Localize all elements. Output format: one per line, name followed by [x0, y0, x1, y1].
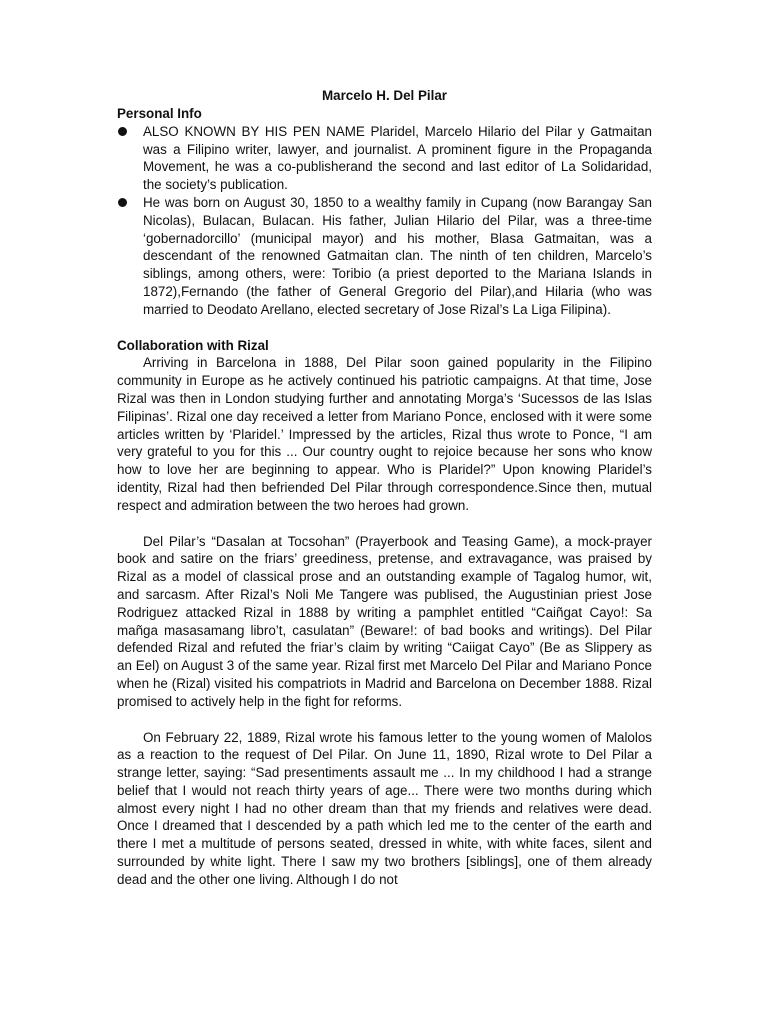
- bullet-icon: [118, 198, 127, 207]
- bullet-text: ALSO KNOWN BY HIS PEN NAME Plaridel, Marcelo Hilario del Pilar y Gatmaitan was a Filipino writer, lawyer, and journalist. A prominent figure in the Propaganda Movement, he was a co-publisherand the second and last editor of La Solidaridad, the society’s publication.: [143, 123, 652, 193]
- document-body: [117, 87, 652, 889]
- bullet-icon: [118, 127, 127, 136]
- personal-info-heading: Personal Info: [117, 106, 202, 121]
- personal-info-list: [117, 123, 652, 319]
- paragraph: Arriving in Barcelona in 1888, Del Pilar soon gained popularity in the Filipino community in Europe as he actively continued his patriotic campaigns. At that time, Jose Rizal was then in London studying further and annotating Morga’s ‘Sucessos de las Islas Filipinas’. Rizal one day received a letter from Mariano Ponce, enclosed with it were some articles written by ‘Plaridel.’ Impressed by the articles, Rizal thus wrote to Ponce, “I am very grateful to you for this ... Our country ought to rejoice because her sons who know how to love her are beginning to appear. Who is Plaridel?” Upon knowing Plaridel’s identity, Rizal had then befriended Del Pilar through correspondence.Since then, mutual respect and admiration between the two heroes had grown.: [117, 355, 652, 513]
- spacer: [117, 711, 652, 729]
- list-item: [117, 194, 652, 319]
- paragraph: On February 22, 1889, Rizal wrote his famous letter to the young women of Malolos as a reaction to the request of Del Pilar. On June 11, 1890, Rizal wrote to Del Pilar a strange letter, saying: “Sad presentiments assault me ... In my childhood I had a strange belief that I would not reach thirty years of age... There were two months during which almost every night I had no other dream than that my friends and relatives were dead. Once I dreamed that I descended by a path which led me to the center of the earth and there I met a multitude of persons seated, dressed in white, with white faces, silent and surrounded by white light. There I saw my two brothers [siblings], one of them already dead and the other one living. Although I do not: [117, 729, 652, 887]
- paragraph: Del Pilar’s “Dasalan at Tocsohan” (Prayerbook and Teasing Game), a mock-prayer book and satire on the friars’ greediness, pretense, and extravagance, was praised by Rizal as a model of classical prose and an outstanding example of Tagalog humor, wit, and sarcasm. After Rizal’s Noli Me Tangere was publised, the Augustinian priest Jose Rodriguez attacked Rizal in 1888 by writing a pamphlet entitled “Caiñgat Cayo!: Sa mañga masasamang libro’t, casulatan” (Beware!: of bad books and writings). Del Pilar defended Rizal and refuted the friar’s claim by writing “Caiigat Cayo” (Be as Slippery as an Eel) on August 3 of the same year. Rizal first met Marcelo Del Pilar and Mariano Ponce when he (Rizal) visited his compatriots in Madrid and Barcelona on December 1888. Rizal promised to actively help in the fight for reforms.: [117, 533, 652, 709]
- document-title: Marcelo H. Del Pilar: [321, 88, 448, 103]
- spacer: [117, 515, 652, 533]
- list-item: [117, 123, 652, 194]
- spacer: [117, 319, 652, 337]
- collaboration-heading: Collaboration with Rizal: [117, 337, 269, 353]
- bullet-text: He was born on August 30, 1850 to a wealthy family in Cupang (now Barangay San Nicolas), Bulacan, Bulacan. His father, Julian Hilario del Pilar, was a three-time ‘gobernadorcillo’ (municipal mayor) and his mother, Blasa Gatmaitan, was a descendant of the renowned Gatmaitan clan. The ninth of ten children, Marcelo’s siblings, among others, were: Toribio (a priest deported to the Mariana Islands in 1872),Fernando (the father of General Gregorio del Pilar),and Hilaria (who was married to Deodato Arellano, elected secretary of Jose Rizal’s La Liga Filipina).: [143, 194, 652, 317]
